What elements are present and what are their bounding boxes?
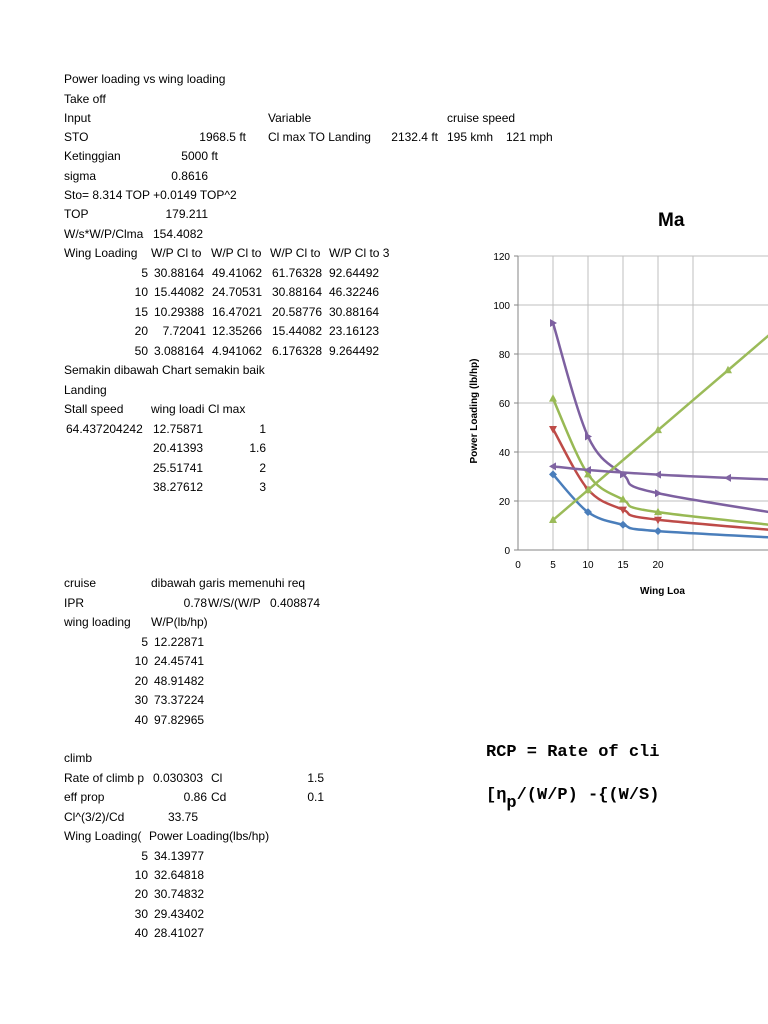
y-tick-label: 100: [493, 301, 510, 312]
ketinggian-value: 5000 ft: [181, 149, 218, 163]
cruise-cell: 12.22871: [154, 635, 205, 649]
table-header: Wing Loading: [64, 246, 138, 260]
cruise-wp-label: W/P(lb/hp): [151, 615, 208, 629]
sheet-title: Power loading vs wing loading: [64, 72, 226, 86]
clmax-value: 2132.4 ft: [391, 130, 438, 144]
table-cell: 4.941062: [212, 344, 263, 358]
data-point: [619, 521, 627, 529]
ipr-value: 0.78: [183, 596, 207, 610]
section-landing: Landing: [64, 383, 107, 397]
landing-cell: 38.27612: [153, 480, 204, 494]
table-cell: 92.64492: [329, 266, 380, 280]
ipr-label: IPR: [64, 596, 85, 610]
table-cell: 46.32246: [329, 285, 380, 299]
cl-cd-ratio-label: Cl^(3/2)/Cd: [64, 810, 125, 824]
formula-subscript: p: [506, 794, 517, 814]
input-label: Input: [64, 111, 91, 125]
table-header: W/P Cl to: [270, 246, 321, 260]
formula-line-1: RCP = Rate of cli: [486, 743, 660, 762]
chart-svg: [455, 240, 768, 610]
x-tick-label: 0: [515, 560, 521, 571]
cruise-cell: 73.37224: [154, 693, 205, 707]
climb-cell: 30.74832: [154, 887, 205, 901]
x-tick-label: 15: [617, 560, 629, 571]
table-cell: 6.176328: [272, 344, 323, 358]
cd-label: Cd: [211, 790, 227, 804]
landing-cell: 25.51741: [153, 461, 204, 475]
climb-cell: 5: [141, 849, 148, 863]
y-tick-label: 0: [504, 546, 510, 557]
cruise-ws-value: 0.408874: [270, 596, 321, 610]
table-cell: 50: [134, 344, 148, 358]
cruise-cell: 48.91482: [154, 674, 205, 688]
climb-cell: 29.43402: [154, 907, 205, 921]
ws-value: 154.4082: [153, 227, 204, 241]
top-label: TOP: [64, 207, 89, 221]
data-point: [724, 474, 731, 482]
climb-cell: 32.64818: [154, 868, 205, 882]
stall-speed-value: 64.437204242: [66, 422, 143, 436]
cruise-note: dibawah garis memenuhi req: [151, 576, 306, 590]
landing-cell: 20.41393: [153, 441, 204, 455]
sto-formula: Sto= 8.314 TOP +0.0149 TOP^2: [64, 188, 237, 202]
sigma-value: 0.8616: [171, 169, 208, 183]
cruise-cell: 40: [134, 713, 148, 727]
climb-pl-label: Power Loading(lbs/hp): [149, 829, 270, 843]
table-header: W/P Cl to: [151, 246, 202, 260]
y-tick-label: 20: [498, 497, 510, 508]
cruise-wl-label: wing loading: [64, 615, 131, 629]
eff-prop-label: eff prop: [64, 790, 105, 804]
landing-cell: 3: [259, 480, 266, 494]
table-cell: 30.88164: [329, 305, 380, 319]
table-cell: 15.44082: [272, 324, 323, 338]
cruise-cell: 24.45741: [154, 654, 205, 668]
cruise-ws-label: W/S/(W/P: [208, 596, 261, 610]
x-tick-label: 10: [582, 560, 594, 571]
speed-kmh: 195 kmh: [447, 130, 494, 144]
table-cell: 61.76328: [272, 266, 323, 280]
climb-cell: 30: [134, 907, 148, 921]
landing-cell: 1: [259, 422, 266, 436]
y-tick-label: 80: [498, 350, 510, 361]
variable-label: Variable: [268, 111, 312, 125]
table-cell: 20.58776: [272, 305, 323, 319]
ws-label: W/s*W/P/Clma: [64, 227, 144, 241]
section-takeoff: Take off: [64, 92, 106, 106]
cruise-speed-label: cruise speed: [447, 111, 516, 125]
y-axis-label: Power Loading (lb/hp): [469, 358, 480, 464]
cl-value: 1.5: [307, 771, 324, 785]
landing-cell: 1.6: [249, 441, 266, 455]
formula-rest: /(W/P) -{(W/S): [516, 786, 660, 805]
table-cell: 9.264492: [329, 344, 380, 358]
speed-mph: 121 mph: [506, 130, 553, 144]
eff-prop-value: 0.86: [183, 790, 207, 804]
climb-cell: 10: [134, 868, 148, 882]
x-tick-label: 20: [652, 560, 664, 571]
cruise-cell: 97.82965: [154, 713, 205, 727]
ketinggian-label: Ketinggian: [64, 149, 121, 163]
table-cell: 3.088164: [154, 344, 205, 358]
sto-label: STO: [64, 130, 89, 144]
landing-header: Stall speed: [64, 402, 124, 416]
table-cell: 16.47021: [212, 305, 263, 319]
climb-cell: 20: [134, 887, 148, 901]
table-cell: 15: [134, 305, 148, 319]
x-axis-label: Wing Loa: [640, 586, 685, 597]
chart-title: Ma: [658, 210, 685, 231]
cruise-cell: 30: [134, 693, 148, 707]
cl-label: Cl: [211, 771, 223, 785]
data-point: [549, 394, 557, 402]
y-tick-label: 120: [493, 252, 510, 263]
cruise-cell: 20: [134, 674, 148, 688]
table-cell: 7.72041: [162, 324, 206, 338]
cruise-cell: 5: [141, 635, 148, 649]
cl-cd-ratio-value: 33.75: [167, 810, 198, 824]
climb-wl-label: Wing Loading(: [64, 829, 142, 843]
table-cell: 23.16123: [329, 324, 380, 338]
roc-value: 0.030303: [153, 771, 204, 785]
landing-cell: 2: [259, 461, 266, 475]
section-climb: climb: [64, 751, 93, 765]
top-value: 179.211: [165, 207, 208, 221]
climb-cell: 28.41027: [154, 926, 205, 940]
data-point: [654, 527, 662, 535]
table-cell: 30.88164: [272, 285, 323, 299]
power-loading-chart: [455, 240, 768, 610]
formula-line-2: [486, 786, 660, 814]
table-header: W/P Cl to: [211, 246, 262, 260]
sigma-label: sigma: [64, 169, 97, 183]
table-cell: 49.41062: [212, 266, 263, 280]
y-tick-label: 40: [498, 448, 510, 459]
clmax-label: Cl max TO Landing: [268, 130, 371, 144]
cd-value: 0.1: [307, 790, 324, 804]
table-cell: 12.35266: [212, 324, 263, 338]
table-cell: 30.88164: [154, 266, 205, 280]
sto-value: 1968.5 ft: [199, 130, 246, 144]
cruise-cell: 10: [134, 654, 148, 668]
section-cruise: cruise: [64, 576, 97, 590]
x-tick-label: 5: [550, 560, 556, 571]
climb-cell: 34.13977: [154, 849, 205, 863]
table-cell: 5: [141, 266, 148, 280]
table-cell: 24.70531: [212, 285, 263, 299]
table-header: W/P Cl to 3: [329, 246, 390, 260]
table-cell: 15.44082: [154, 285, 205, 299]
roc-label: Rate of climb p: [64, 771, 145, 785]
formula-eta: [η: [486, 786, 507, 805]
landing-cell: 12.75871: [153, 422, 204, 436]
table-cell: 20: [134, 324, 148, 338]
table-cell: 10.29388: [154, 305, 205, 319]
landing-header: Cl max: [208, 402, 246, 416]
landing-header: wing loadi: [151, 402, 205, 416]
table-cell: 10: [134, 285, 148, 299]
climb-cell: 40: [134, 926, 148, 940]
takeoff-note: Semakin dibawah Chart semakin baik: [64, 363, 265, 377]
y-tick-label: 60: [498, 399, 510, 410]
